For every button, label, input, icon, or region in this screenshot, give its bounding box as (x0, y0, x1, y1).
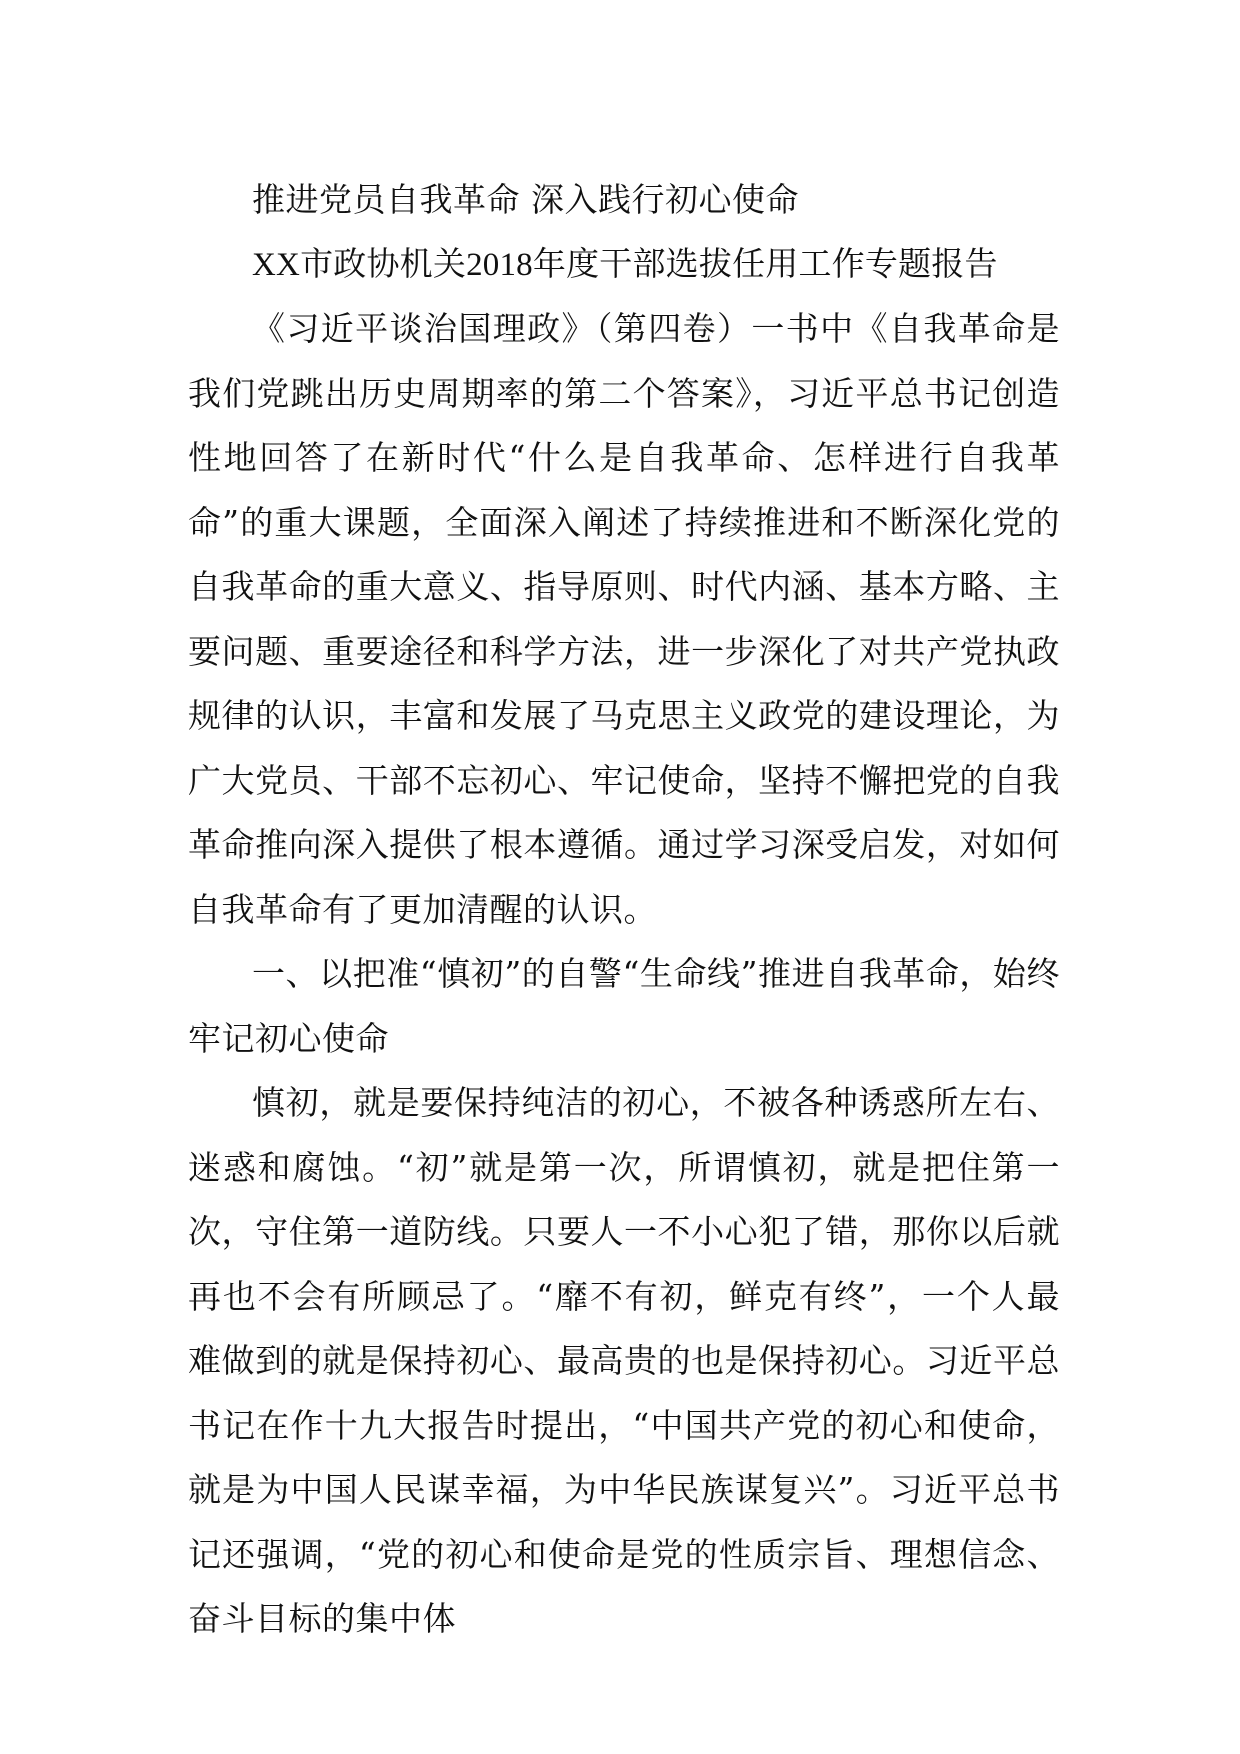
document-page (188, 168, 1060, 1652)
document-title: 推进党员自我革命 深入践行初心使命 (252, 180, 799, 219)
document-subtitle: XX市政协机关2018年度干部选拔任用工作专题报告 (252, 246, 998, 283)
section-heading-1: 一、以把准“慎初”的自警“生命线”推进自我革命，始终牢记初心使命 (188, 954, 1060, 1058)
paragraph-intro: 《习近平谈治国理政》（第四卷）一书中《自我革命是我们党跳出历史周期率的第二个答案》，习近平总书记创造性地回答了在新时代“什么是自我革命、怎样进行自我革命”的重大课题，全面深入阐述了持续推进和不断深化党的自我革命的重大意义、指导原则、时代内涵、基本方略、主要问题、重要途径和科学方法，进一步深化了对共产党执政规律的认识，丰富和发展了马克思主义政党的建设理论，为广大党员、干部不忘初心、牢记使命，坚持不懈把党的自我革命推向深入提供了根本遵循。通过学习深受启发，对如何自我革命有了更加清醒的认识。 (188, 309, 1060, 929)
paragraph-section-1: 慎初，就是要保持纯洁的初心，不被各种诱惑所左右、迷惑和腐蚀。“初”就是第一次，所谓慎初，就是把住第一次，守住第一道防线。只要人一不小心犯了错，那你以后就再也不会有所顾忌了。“靡不有初，鲜克有终”，一个人最难做到的就是保持初心、最高贵的也是保持初心。习近平总书记在作十九大报告时提出，“中国共产党的初心和使命，就是为中国人民谋幸福，为中华民族谋复兴”。习近平总书记还强调，“党的初心和使命是党的性质宗旨、理想信念、奋斗目标的集中体 (188, 1083, 1060, 1638)
